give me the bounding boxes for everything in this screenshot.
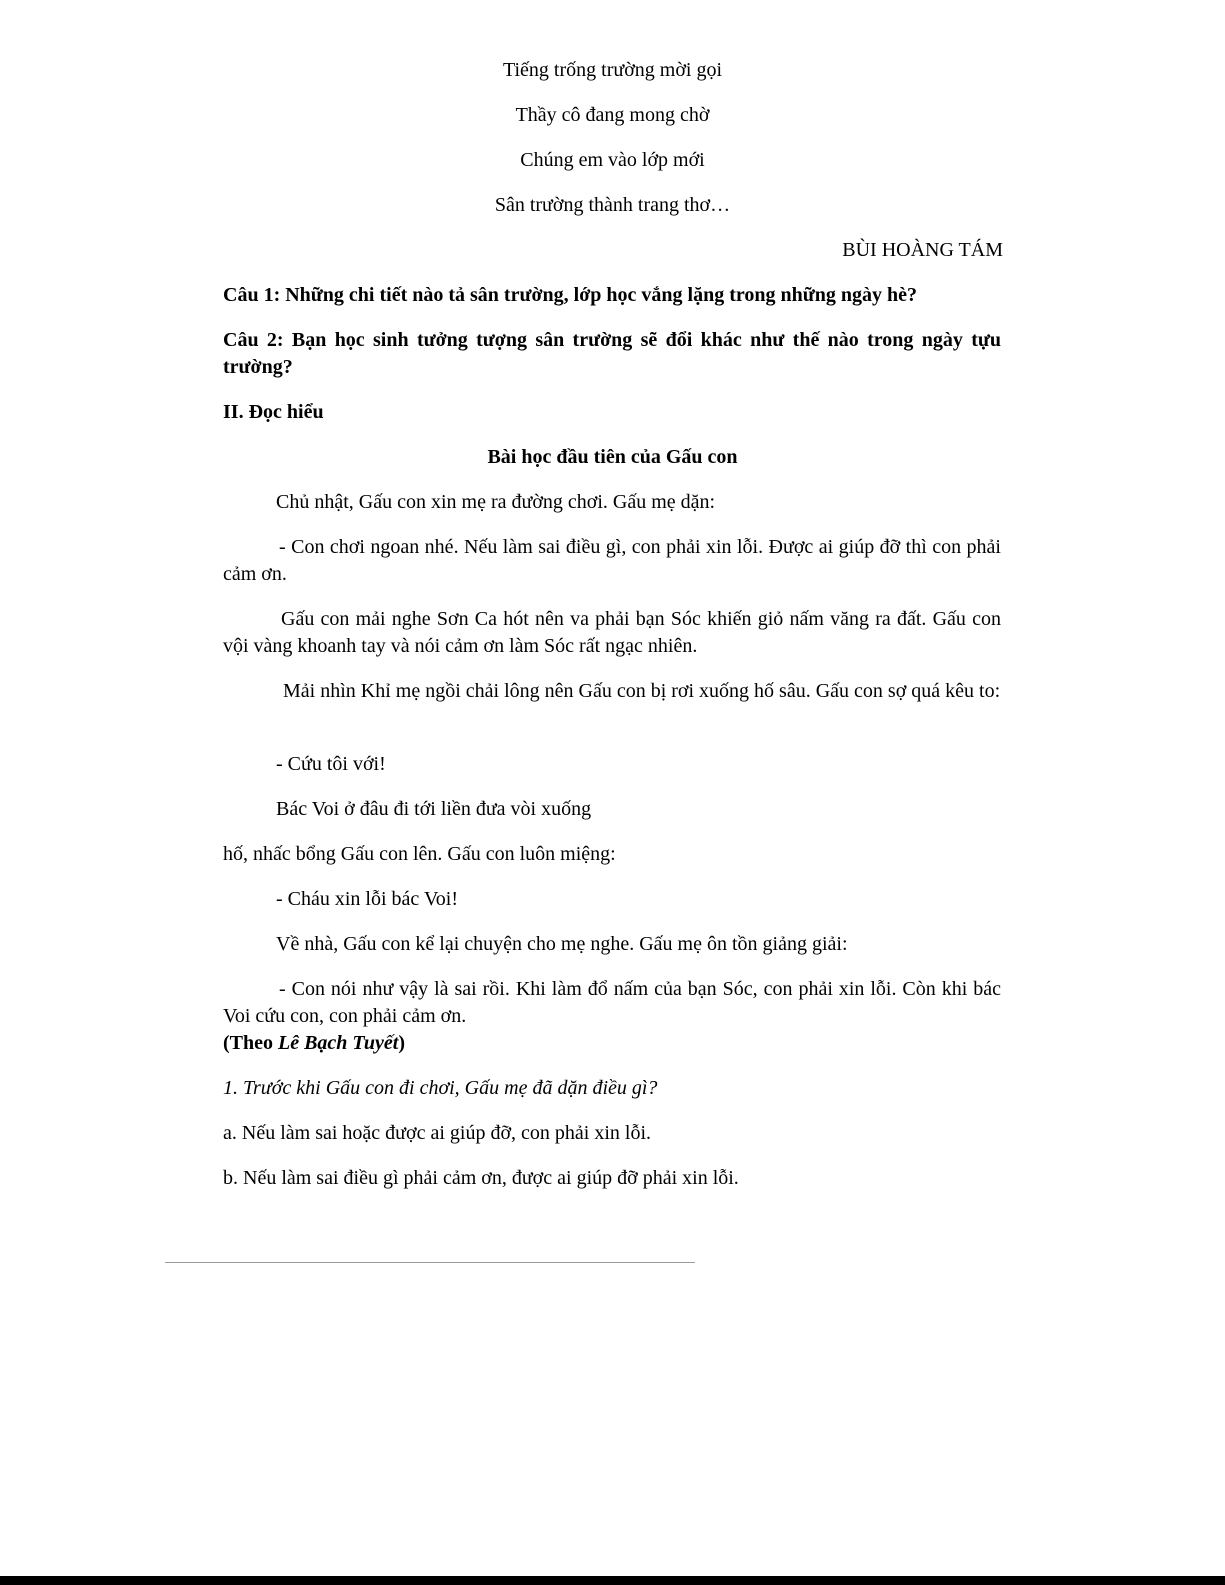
poem-line-1: Tiếng trống trường mời gọi — [502, 59, 723, 81]
story-paragraph-9: Về nhà, Gấu con kể lại chuyện cho mẹ nghe. Gấu mẹ ôn tồn giảng giải: — [276, 933, 848, 955]
story-paragraph-4: Mải nhìn Khỉ mẹ ngồi chải lông nên Gấu con bị rơi xuống hố sâu. Gấu con sợ quá kêu to: — [283, 680, 1001, 702]
question-2: Câu 2: Bạn học sinh tưởng tượng sân trường sẽ đổi khác như thế nào trong ngày tựu trường? — [223, 329, 1001, 378]
story-paragraph-6: Bác Voi ở đâu đi tới liền đưa vòi xuống — [276, 798, 592, 820]
poem-line-3: Chúng em vào lớp mới — [520, 149, 705, 171]
source-suffix: ) — [398, 1032, 406, 1054]
story-source — [223, 1030, 405, 1057]
story-paragraph-1: Chủ nhật, Gấu con xin mẹ ra đường chơi. Gấu mẹ dặn: — [276, 491, 716, 513]
page-bottom-edge — [0, 1576, 1225, 1585]
footnote-divider — [165, 1262, 695, 1263]
story-paragraph-8: - Cháu xin lỗi bác Voi! — [276, 888, 459, 910]
poem-line-4: Sân trường thành trang thơ… — [494, 194, 731, 216]
poem-author: BÙI HOÀNG TÁM — [842, 239, 1003, 261]
story-paragraph-10: - Con nói như vậy là sai rồi. Khi làm đổ nấm của bạn Sóc, con phải xin lỗi. Còn khi bác Voi cứu con, con phải cảm ơn. — [223, 978, 1001, 1027]
source-author: Lê Bạch Tuyết — [278, 1032, 399, 1054]
story-title: Bài học đầu tiên của Gấu con — [487, 446, 738, 468]
exercise-option-a: a. Nếu làm sai hoặc được ai giúp đỡ, con phải xin lỗi. — [223, 1122, 651, 1144]
story-paragraph-3: Gấu con mải nghe Sơn Ca hót nên va phải bạn Sóc khiến giỏ nấm văng ra đất. Gấu con vội vàng khoanh tay và nói cảm ơn làm Sóc rất ngạc nhiên. — [223, 608, 1001, 657]
source-prefix: (Theo — [223, 1032, 278, 1054]
story-paragraph-2: - Con chơi ngoan nhé. Nếu làm sai điều gì, con phải xin lỗi. Được ai giúp đỡ thì con phải cảm ơn. — [223, 536, 1001, 585]
question-1: Câu 1: Những chi tiết nào tả sân trường, lớp học vắng lặng trong những ngày hè? — [223, 284, 918, 306]
section-heading: II. Đọc hiểu — [223, 401, 324, 423]
story-paragraph-7: hố, nhấc bổng Gấu con lên. Gấu con luôn miệng: — [223, 843, 616, 865]
poem-line-2: Thầy cô đang mong chờ — [515, 104, 710, 126]
exercise-option-b: b. Nếu làm sai điều gì phải cảm ơn, được ai giúp đỡ phải xin lỗi. — [223, 1167, 739, 1189]
story-paragraph-5: - Cứu tôi với! — [276, 753, 386, 775]
exercise-question-1: 1. Trước khi Gấu con đi chơi, Gấu mẹ đã dặn điều gì? — [223, 1077, 658, 1099]
